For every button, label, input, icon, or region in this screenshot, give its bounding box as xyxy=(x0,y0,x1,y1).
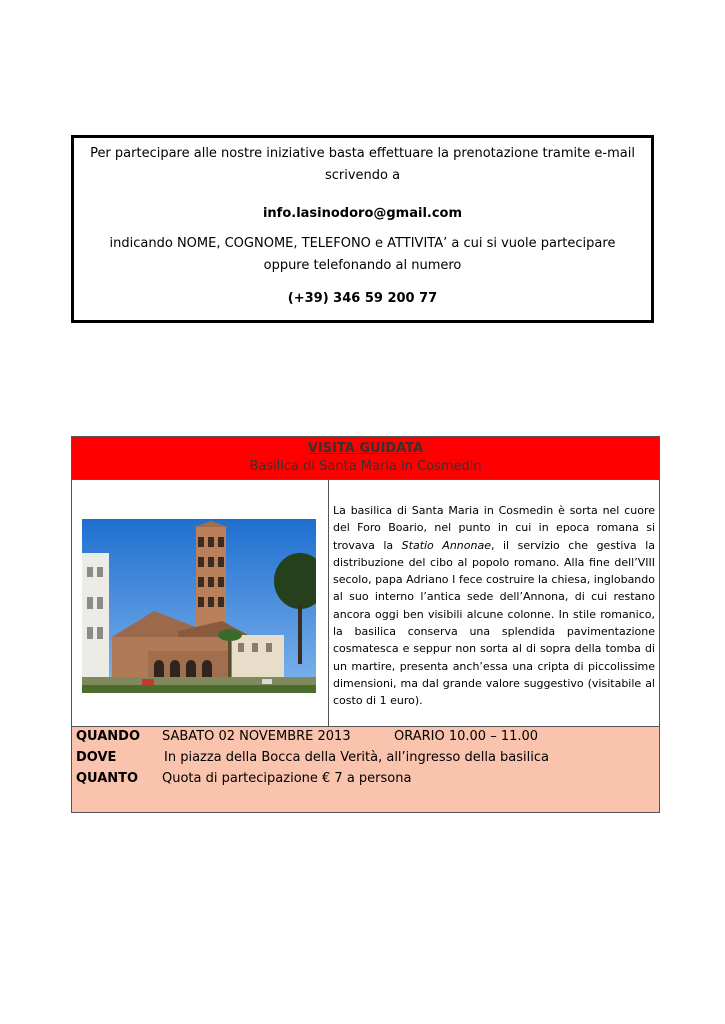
event-body xyxy=(72,480,659,727)
booking-phone: (+39) 346 59 200 77 xyxy=(287,291,438,306)
price-value: Quota di partecipazione € 7 a persona xyxy=(162,771,412,786)
booking-email: info.lasinodoro@gmail.com xyxy=(262,206,463,221)
when-row xyxy=(76,727,655,747)
description-part-2: , il servizio che gestiva la distribuzione del cibo al popolo romano. Alla fine dell’VIII secolo, papa Adriano I fece costruire la chiesa, inglobando al suo interno l’antica sede dell’Annona, di cui restano ancora oggi ben visibili alcune colonne. In stile romanico, la basilica conserva una splendida pavimentazione cosmatesca e seppur non sorta al di sopra della tomba di un martire, presenta anch’essa una cripta di piccolissime dimensioni, ma dal grande valore suggestivo (visitabile al costo di 1 euro). xyxy=(333,538,655,708)
booking-intro xyxy=(74,143,651,187)
photo-cell xyxy=(72,480,329,726)
event-table xyxy=(71,436,660,813)
booking-line-1: Per partecipare alle nostre iniziative basta effettuare la prenotazione tramite e-mail xyxy=(90,146,635,161)
booking-info-box xyxy=(71,135,654,323)
event-subtitle: Basilica di Santa Maria in Cosmedin xyxy=(249,459,482,474)
basilica-photo xyxy=(82,519,316,693)
when-label: QUANDO xyxy=(76,729,140,744)
booking-line-3: indicando NOME, COGNOME, TELEFONO e ATTIVITA’ a cui si vuole partecipare xyxy=(109,236,616,251)
when-value: SABATO 02 NOVEMBRE 2013 xyxy=(162,729,351,744)
where-value: In piazza della Bocca della Verità, all’ingresso della basilica xyxy=(164,750,549,765)
event-header xyxy=(72,437,659,480)
where-row xyxy=(76,748,655,768)
description-italic: Statio Annonae xyxy=(401,538,491,552)
event-footer xyxy=(72,727,659,812)
description-part-1: La basilica di Santa Maria in Cosmedin è sorta nel cuore del Foro Boario, nel punto in cui in epoca romana si trovava la xyxy=(333,504,655,552)
where-label: DOVE xyxy=(76,750,117,765)
event-description xyxy=(329,480,659,726)
booking-line-4: oppure telefonando al numero xyxy=(263,258,462,273)
booking-instructions xyxy=(74,233,651,277)
price-label: QUANTO xyxy=(76,771,139,786)
price-row xyxy=(76,769,655,789)
booking-line-2: scrivendo a xyxy=(324,168,401,183)
time-value: ORARIO 10.00 – 11.00 xyxy=(394,729,539,744)
event-title: VISITA GUIDATA xyxy=(307,441,424,456)
